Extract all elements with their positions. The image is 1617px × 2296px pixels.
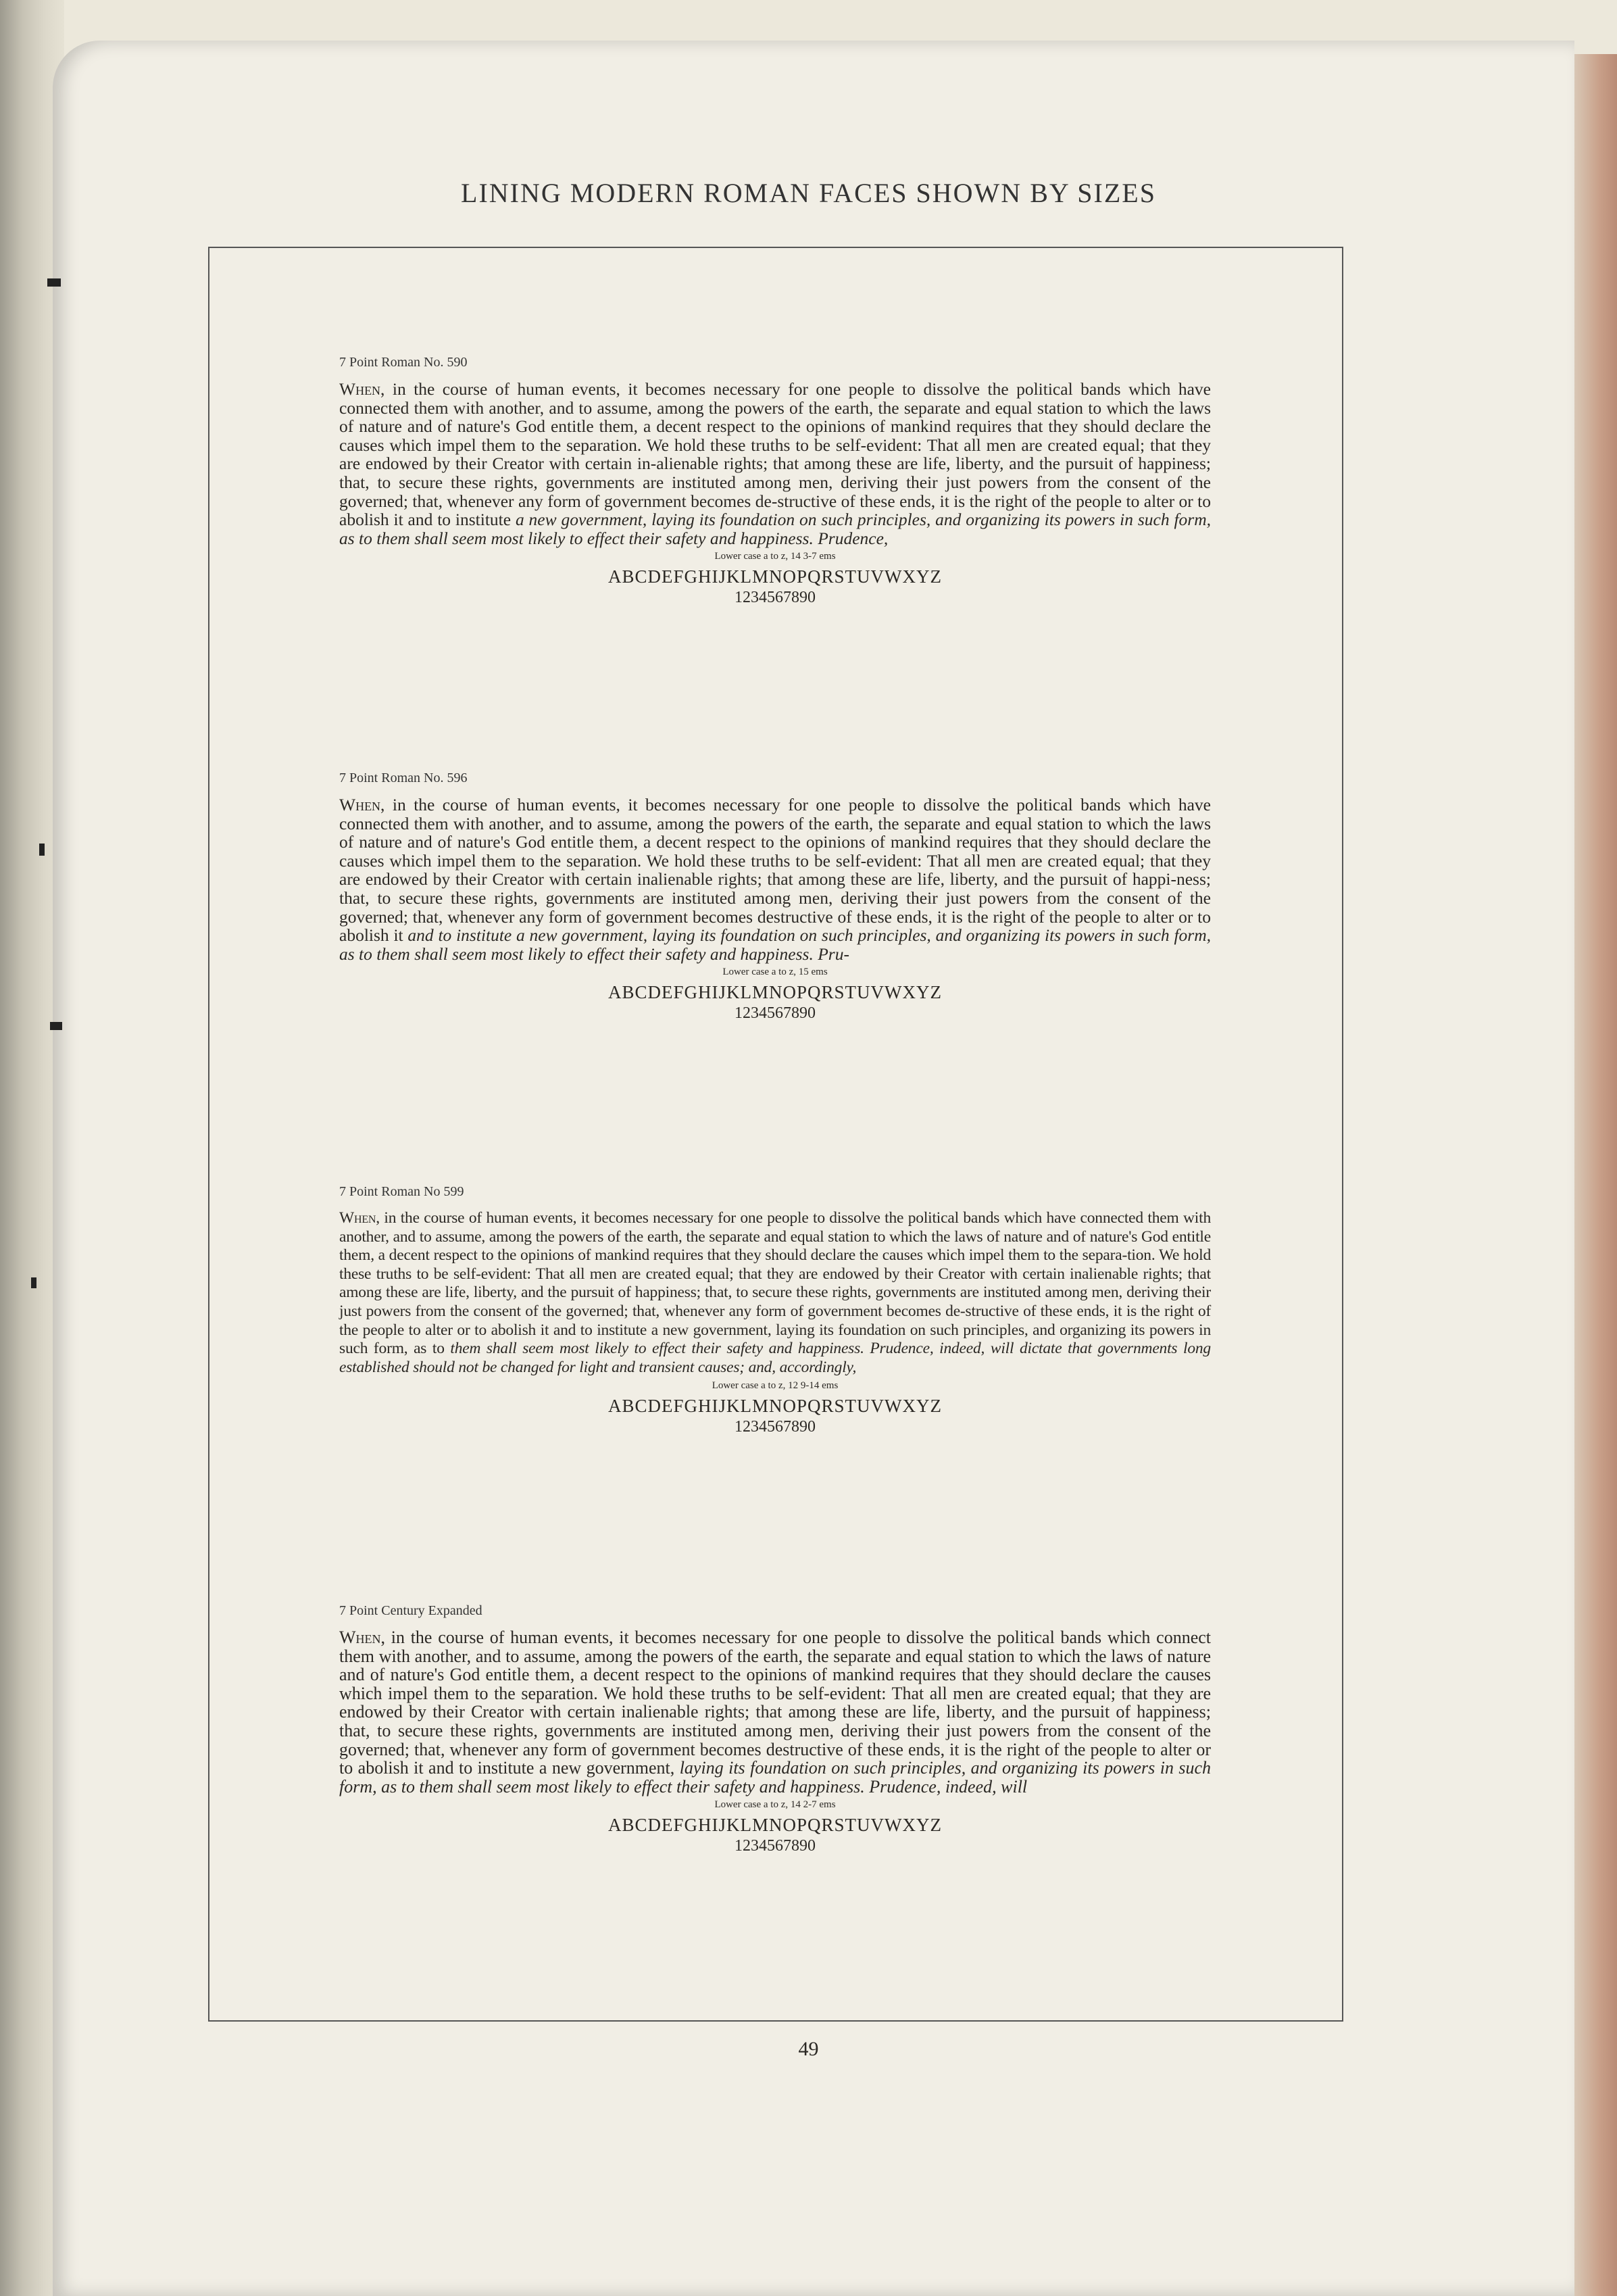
specimen-block [339, 1184, 1211, 1436]
binding-stitch-mark [39, 844, 45, 856]
page-number: 49 [798, 2038, 819, 2060]
binding-stitch-mark [50, 1022, 62, 1030]
italic-text: laying its foundation on such principles, and organizing its powers in such form, as to them shall seem most likely to effect their safety and happiness. Prudence, indeed, will [339, 1758, 1212, 1797]
specimen-block [339, 355, 1211, 607]
lowercase-note: Lower case a to z, 12 9-14 ems [712, 1380, 839, 1392]
specimen-block [339, 771, 1211, 1023]
specimen-label: 7 Point Roman No. 590 [339, 355, 468, 370]
alphabet: ABCDEFGHIJKLMNOPQRSTUVWXYZ [607, 1815, 943, 1836]
digits: 1234567890 [735, 1004, 816, 1023]
digits: 1234567890 [735, 1837, 816, 1855]
specimen-text [339, 380, 1211, 547]
lowercase-note: Lower case a to z, 14 2-7 ems [714, 1799, 836, 1811]
lowercase-note: Lower case a to z, 14 3-7 ems [714, 551, 836, 562]
alphabet: ABCDEFGHIJKLMNOPQRSTUVWXYZ [607, 1396, 943, 1417]
lead-word: When, [339, 795, 385, 814]
italic-text: a new government, laying its foundation on such principles, and organizing its powers in such form, as to them shall seem most likely to effect their safety and happiness. Prudence, [339, 510, 1211, 548]
digits: 1234567890 [735, 1418, 816, 1436]
digits: 1234567890 [735, 589, 816, 607]
binding-stitch-mark [31, 1277, 36, 1288]
specimen-text [339, 1209, 1211, 1377]
roman-text: in the course of human events, it becomes necessary for one people to dissolve the political bands which have connected them with another, and to assume, among the powers of the earth, the separate and equal station to which the laws of nature and of nature's God entitle them, a decent respect to the opinions of mankind requires that they should declare the causes which impel them to the separa-tion. We hold these truths to be self-evident: That all men are created equal; that they are endowed by their Creator with certain inalienable rights; that among these are life, liberty, and the pursuit of happiness; that, to secure these rights, governments are instituted among men, deriving their just powers from the consent of the governed; that, whenever any form of government becomes de-structive of these ends, it is the right of the people to alter or to abolish it and to institute a new government, laying its foundation on such principles, and organizing its powers in such form, as to [339, 1209, 1211, 1358]
lead-word: When, [339, 379, 385, 399]
lowercase-note: Lower case a to z, 15 ems [722, 967, 828, 978]
italic-text: and to institute a new government, laying its foundation on such principles, and organizing its powers in such form, as to them shall seem most likely to effect their safety and happiness. Pru- [339, 925, 1212, 964]
roman-text: in the course of human events, it becomes necessary for one people to dissolve the political bands which have connected them with another, and to assume, among the powers of the earth, the separate and equal station to which the laws of nature and of nature's God entitle them, a decent respect to the opinions of mankind requires that they should declare the causes which impel them to the separation. We hold these truths to be self-evident: That all men are created equal; that they are endowed by their Creator with certain inalienable rights; that among these are life, liberty, and the pursuit of happi-ness; that, to secure these rights, governments are instituted among men, deriving their just powers from the consent of the governed; that, whenever any form of government becomes destructive of these ends, it is the right of the people to alter or to abolish it [339, 795, 1211, 946]
roman-text: in the course of human events, it becomes necessary for one people to dissolve the political bands which connect them with another, and to assume, among the powers of the earth, the separate and equal station to which the laws of nature and of nature's God entitle them, a decent respect to the opinions of mankind requires that they should declare the causes which impel them to the separation. We hold these truths to be self-evident: That all men are created equal; that they are endowed by their Creator with certain inalienable rights; that among these are life, liberty, and the pursuit of happiness; that, to secure these rights, governments are instituted among men, deriving their just powers from the consent of the governed; that, whenever any form of government becomes destructive of these ends, it is the right of the people to alter or to abolish it and to institute a new government, [339, 1628, 1211, 1778]
alphabet: ABCDEFGHIJKLMNOPQRSTUVWXYZ [607, 566, 943, 587]
lead-word: When, [339, 1209, 380, 1227]
specimen-text [339, 796, 1211, 963]
specimen-text [339, 1628, 1211, 1796]
specimen-block [339, 1603, 1211, 1855]
specimen-label: 7 Point Century Expanded [339, 1603, 482, 1618]
binding-stitch-mark [47, 278, 61, 287]
roman-text: in the course of human events, it becomes necessary for one people to dissolve the political bands which have connected them with another, and to assume, among the powers of the earth, the separate and equal station to which the laws of nature and of nature's God entitle them, a decent respect to the opinions of mankind requires that they should declare the causes which impel them to the separation. We hold these truths to be self-evident: That all men are created equal; that they are endowed by their Creator with certain in-alienable rights; that among these are life, liberty, and the pursuit of happiness; that, to secure these rights, governments are instituted among men, deriving their just powers from the consent of the governed; that, whenever any form of government becomes de-structive of these ends, it is the right of the people to alter or to abolish it and to institute [339, 379, 1211, 530]
specimen-label: 7 Point Roman No. 596 [339, 771, 468, 785]
alphabet: ABCDEFGHIJKLMNOPQRSTUVWXYZ [607, 982, 943, 1003]
italic-text: them shall seem most likely to effect their safety and happiness. Prudence, indeed, will dictate that governments long established should not be changed for light and transient causes; and, accordingly, [339, 1340, 1211, 1376]
running-head: LINING MODERN ROMAN FACES SHOWN BY SIZES [461, 178, 1156, 208]
page-edge [1574, 54, 1617, 2296]
lead-word: When, [339, 1628, 386, 1647]
specimen-label: 7 Point Roman No 599 [339, 1184, 464, 1199]
